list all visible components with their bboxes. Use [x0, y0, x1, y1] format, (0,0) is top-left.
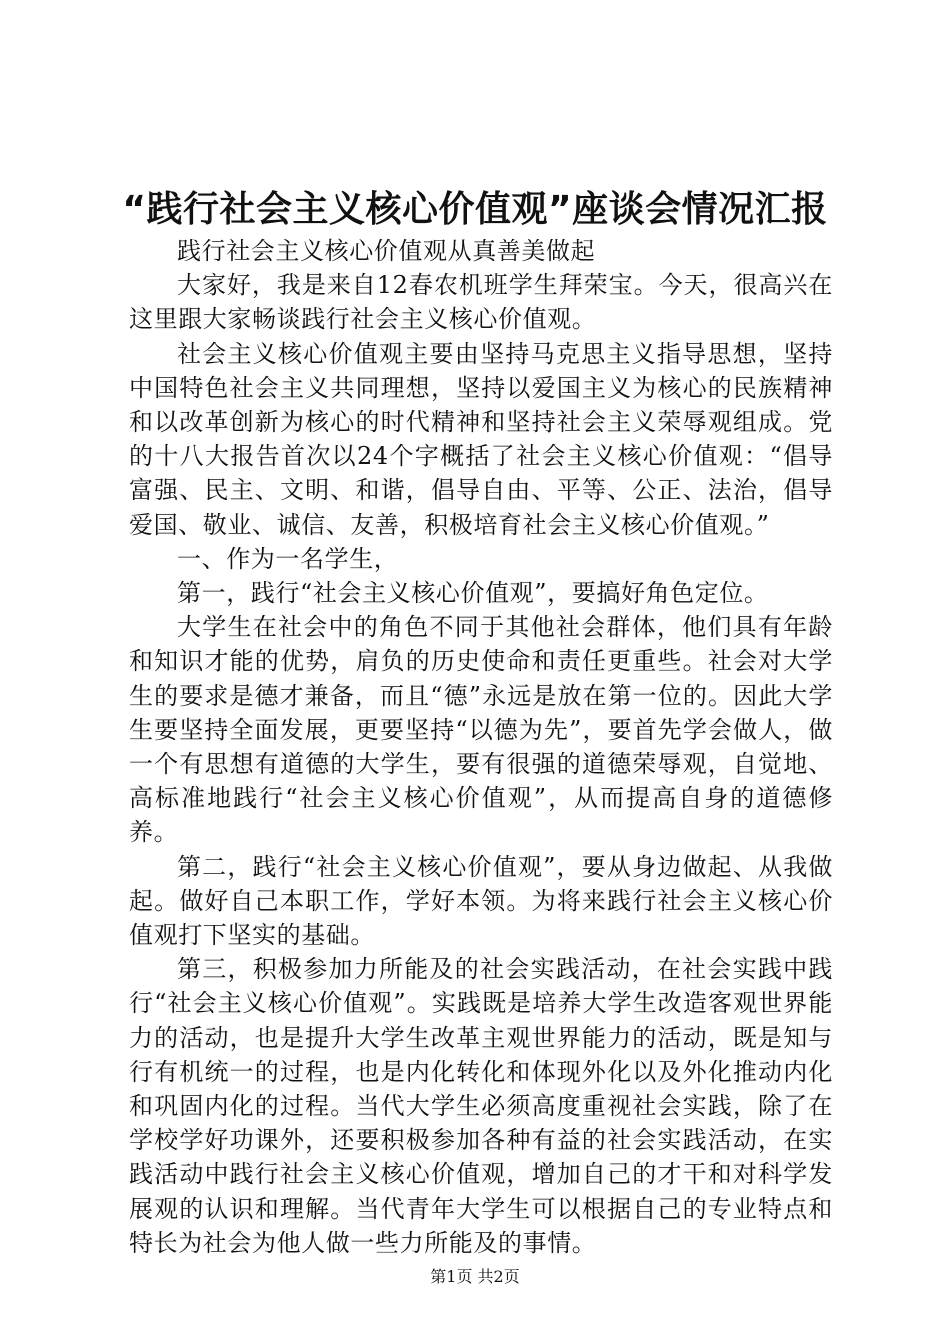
document-title: “践行社会主义核心价值观”座谈会情况汇报 — [122, 189, 828, 230]
values-paragraph: 社会主义核心价值观主要由坚持马克思主义指导思想，坚持中国特色社会主义共同理想，坚持以爱国主义为核心的民族精神和以改革创新为核心的时代精神和坚持社会主义荣辱观组成。党的十八大报告首次以24个字概括了社会主义核心价值观：“倡导富强、民主、文明、和谐，倡导自由、平等、公正、法治，倡导爱国、敬业、诚信、友善，积极培育社会主义核心价值观。” — [129, 339, 833, 539]
subtitle-paragraph: 践行社会主义核心价值观从真善美做起 — [177, 237, 596, 265]
point-two-paragraph: 第二，践行“社会主义核心价值观”，要从身边做起、从我做起。做好自己本职工作，学好本领。为将来践行社会主义核心价值观打下坚实的基础。 — [129, 852, 833, 950]
point-one-paragraph: 大学生在社会中的角色不同于其他社会群体，他们具有年龄和知识才能的优势，肩负的历史使命和责任更重些。社会对大学生的要求是德才兼备，而且“德”永远是放在第一位的。因此大学生要坚持全面发展，更要坚持“以德为先”，要首先学会做人，做一个有思想有道德的大学生，要有很强的道德荣辱观，自觉地、高标准地践行“社会主义核心价值观”，从而提高自身的道德修养。 — [129, 613, 833, 847]
section-heading: 一、作为一名学生， — [177, 544, 399, 573]
page-footer: 第1页 共2页 — [430, 1267, 520, 1286]
point-three-paragraph: 第三，积极参加力所能及的社会实践活动，在社会实践中践行“社会主义核心价值观”。实践既是培养大学生改造客观世界能力的活动，也是提升大学生改革主观世界能力的活动，既是知与行有机统一的过程，也是内化转化和体现外化以及外化推动内化和巩固内化的过程。当代大学生必须高度重视社会实践，除了在学校学好功课外，还要积极参加各种有益的社会实践活动，在实践活动中践行社会主义核心价值观，增加自己的才干和对科学发展观的认识和理解。当代青年大学生可以根据自己的专业特点和特长为社会为他人做一些力所能及的事情。 — [129, 955, 833, 1257]
document-body — [129, 234, 833, 1260]
intro-paragraph: 大家好，我是来自12春农机班学生拜荣宝。今天，很高兴在这里跟大家畅谈践行社会主义核心价值观。 — [129, 271, 833, 334]
point-one-heading: 第一，践行“社会主义核心价值观”，要搞好角色定位。 — [177, 579, 769, 608]
